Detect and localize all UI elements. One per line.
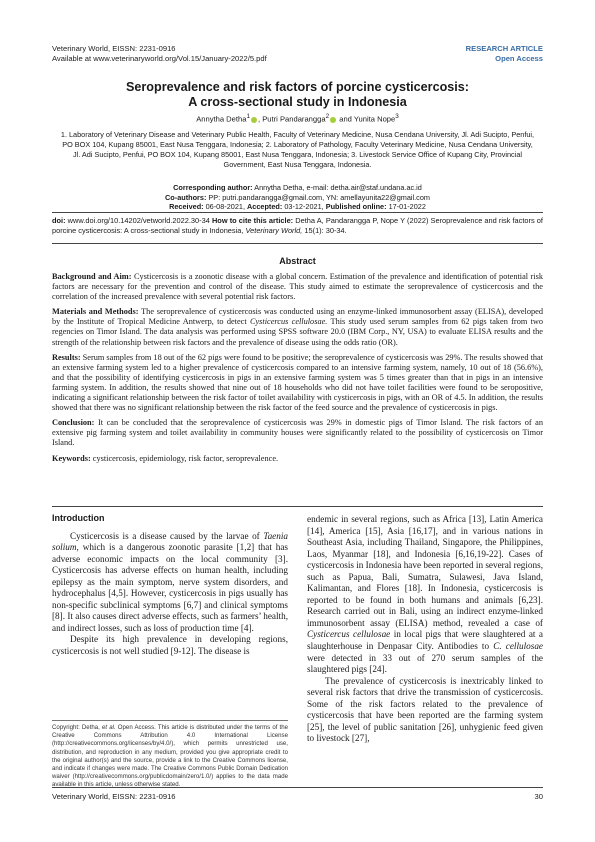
journal-line: Veterinary World, EISSN: 2231-0916	[52, 44, 176, 53]
doi-link[interactable]: www.doi.org/10.14202/vetworld.2022.30-34	[67, 216, 210, 225]
divider	[52, 243, 543, 244]
affiliation-ref: 1	[246, 113, 250, 120]
affiliation-ref: 3	[395, 113, 399, 120]
paragraph: Despite its high prevalence in developing regions, cysticercosis is not well studied [9-12]. The disease is	[52, 634, 288, 657]
author-list: Annytha Detha$^1$ , Putri Pandarangga$^2$ and Yunita Nope$^3$	[196, 113, 399, 124]
doi-citation: doi: www.doi.org/10.14202/vetworld.2022.30-34 How to cite this article: Detha A, Pandarangga P, Nope Y (2022) Seroprevalence and risk factors of porcine cysticercosis: A cross-sectional study in Indonesia, Veterinary World, 15(1): 30-34.	[52, 216, 543, 235]
article-type: RESEARCH ARTICLE	[465, 44, 543, 53]
author-name: Yunita Nope	[353, 114, 396, 124]
orcid-icon[interactable]	[251, 117, 257, 123]
running-header	[52, 44, 267, 64]
title-line-1: Seroprevalence and risk factors of porcine cysticercosis:	[126, 80, 469, 94]
article-title	[52, 80, 543, 110]
correspondence-block	[52, 183, 543, 212]
keywords: Keywords: cysticercosis, epidemiology, risk factor, seroprevalence.	[52, 453, 279, 463]
open-access-label: Open Access	[495, 54, 543, 63]
column-right	[307, 514, 543, 745]
footer-journal: Veterinary World, EISSN: 2231-0916	[52, 792, 176, 801]
abstract-results: Results: Serum samples from 18 out of the 62 pigs were found to be positive; the seroprevalence of cysticercosis was 29%. The results showed that an extensive farming system led to a higher prevalence of cysticercosis compared to an intensive farming system, namely, 10 out of 18 (56.6%), and that the possibility of identifying cysticercosis in pigs in an extensive farming system was 5 times greater than that in pigs in an intensive farming system. In addition, the results showed that nine out of 18 households who did not have toilet facilities were found to be seropositive, indicating a significant relationship between the risk factor of toilet availability with cysticercosis in pigs, with an OR of 4.5. In addition, the results showed that there was no significant relationship between the risk factor of the feed source and the prevalence of cysticercosis in pigs.	[52, 352, 544, 413]
divider	[52, 212, 543, 213]
column-left	[52, 513, 288, 658]
section-heading: Introduction	[52, 513, 105, 523]
available-line[interactable]: Available at www.veterinaryworld.org/Vol.15/January-2022/5.pdf	[52, 54, 267, 63]
author-name: Annytha Detha	[196, 114, 247, 124]
affiliations: 1. Laboratory of Veterinary Disease and Veterinary Public Health, Faculty of Veterinary Medicine, Nusa Cendana University, Jl. Adi Sucipto, Penfui, PO BOX 104, Kupang 85001, East Nusa Tenggara, Indonesia; 2. Laboratory of Pathology, Faculty Veterinary Medicine, Nusa Cendana University, Jl. Adi Sucipto, Penfui, PO BOX 104, Kupang 85001, East Nusa Tenggara, Indonesia; 3. Livestock Service Office of Kupang City, Provincial Government, East Nusa Tenggara, Indonesia.	[60, 130, 535, 169]
abstract-heading: Abstract	[279, 256, 316, 266]
abstract-body	[52, 272, 543, 469]
article-type-block	[466, 44, 543, 64]
copyright-notice: Copyright: Detha, et al. Open Access. This article is distributed under the terms of the Creative Commons Attribution 4.0 International License (http://creativecommons.org/licenses/by/4.0/), which permits unrestricted use, distribution, and reproduction in any medium, provided you give appropriate credit to the original author(s) and the source, provide a link to the Creative Commons license, and indicate if changes were made. The Creative Commons Public Domain Dedication waiver (http://creativecommons.org/publicdomain/zero/1.0/) applies to the data made available in this article, unless otherwise stated.	[52, 724, 289, 789]
abstract-methods: Materials and Methods: The seroprevalence of cysticercosis was conducted using an enzyme-linked immunosorbent assay (ELISA), developed by the Institute of Tropical Medicine Antwerp, to detect Cysticercus cellulosae. This study used serum samples from 62 pigs taken from two regencies on Timor Island. The data analysis was performed using SPSS software 20.0 (IBM Corp., NY, USA) to evaluate ELISA results and the strength of the relationship between risk factors and the prevalence of disease using the odds ratio (OR).	[52, 307, 544, 347]
affiliation-ref: 2	[325, 113, 330, 120]
paragraph: endemic in several regions, such as Africa [13], Latin America [14], America [15], Asia [16,17], and in various nations in Southeast Asia, including Thailand, Singapore, the Philippines, Laos, Myanmar [18], and Indonesia [6,16,19-22]. Cases of cysticercosis in Indonesia have been reported in several regions, such as Papua, Bali, Sumatra, Sulawesi, Java Island, Kalimantan, and Flores [18]. In Indonesia, cysticercosis is reported to be found in both humans and animals [6,23]. Research carried out in Bali, using an indirect enzyme-linked immunosorbent assay (ELISA) method, revealed a case of Cysticercus cellulosae in local pigs that were slaughtered at a slaughterhouse in Denpasar City. Antibodies to C. cellulosae were detected in 33 out of 270 serum samples of the slaughtered pigs [24].	[307, 514, 543, 675]
divider	[52, 787, 543, 788]
paragraph: Cysticercosis is a disease caused by the larvae of Taenia solium, which is a dangerous zoonotic parasite [1,2] that has adverse economic impacts on the local community [3]. Cysticercosis has adverse effects on human health, including epilepsy as the main symptom, nerve system disorders, and hydrocephalus [4,5]. However, cysticercosis in pigs usually has non-specific subclinical symptoms [6,7] and clinical symptoms [8]. It also causes direct adverse effects, such as farmers’ health, and indirect losses, such as loss of production time [4].	[52, 530, 289, 633]
divider	[52, 506, 543, 507]
title-line-2: A cross-sectional study in Indonesia	[188, 95, 407, 109]
abstract-background: Background and Aim: Cysticercosis is a zoonotic disease with a global concern. Estimation of the prevalence and identification of potential risk factors are necessary for the prevention and control of the disease. This study aimed to estimate the seroprevalence of cysticercosis and the correlation of the increased prevalence with several potential risk factors.	[52, 272, 543, 302]
orcid-icon[interactable]	[330, 117, 336, 123]
article-dates: Received: 06-08-2021, Accepted: 03-12-2021, Published online: 17-01-2022	[169, 202, 426, 211]
corresponding-author: Corresponding author: Annytha Detha, e-mail: detha.air@staf.undana.ac.id	[173, 183, 422, 192]
page-number: 30	[534, 792, 543, 801]
divider	[52, 720, 288, 721]
paragraph: The prevalence of cysticercosis is inextricably linked to several risk factors that drive the transmission of cysticercosis. Some of the risk factors related to the prevalence of cysticercosis that have been reported are the farming system [25], the level of public sanitation [26], unhygienic feed given to livestock [27],	[307, 675, 543, 744]
co-authors: Co-authors: PP: putri.pandarangga@gmail.com, YN: amellayunita22@gmail.com	[165, 192, 430, 202]
abstract-conclusion: Conclusion: It can be concluded that the seroprevalence of cysticercosis was 29% in domestic pigs of Timor Island. The risk factors of an extensive pig farming system and toilet availability in community houses were significantly related to the possibility of cysticercosis on Timor Island.	[52, 418, 543, 448]
author-name: Putri Pandarangga	[262, 114, 326, 124]
